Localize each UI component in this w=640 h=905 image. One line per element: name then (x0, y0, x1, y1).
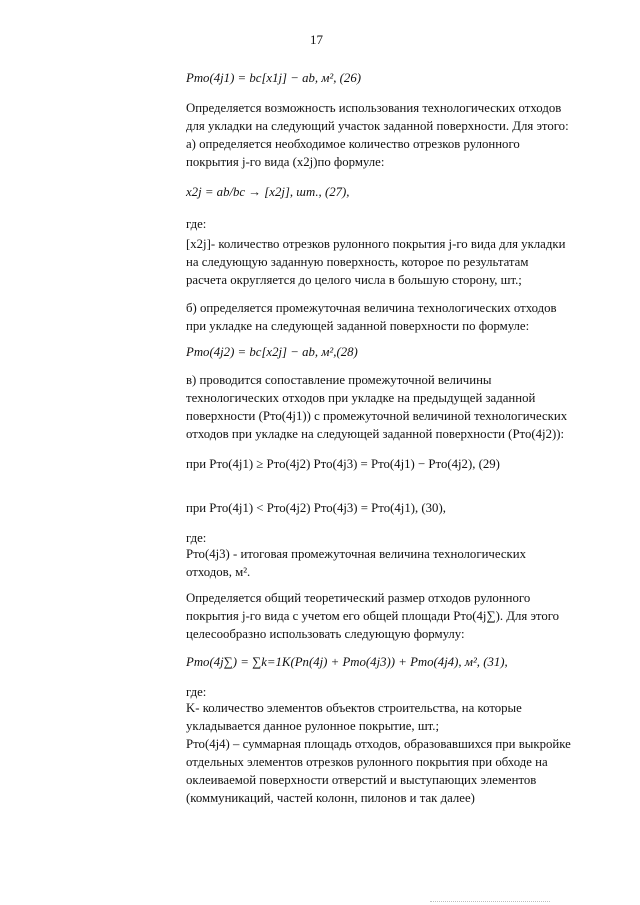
text-line: отдельных элементов отрезков рулонного покрытия при обходе на (186, 755, 548, 769)
text-line: целесообразно использовать следующую формулу: (186, 627, 465, 641)
text-line: расчета округляется до целого числа в большую сторону, шт.; (186, 273, 522, 287)
text-line: [x2j]- количество отрезков рулонного покрытия j-го вида для укладки (186, 237, 566, 251)
page-number: 17 (310, 32, 323, 47)
text-line: где: (186, 217, 207, 231)
text-line: при укладке на следующей заданной поверхности по формуле: (186, 319, 530, 333)
text-line: отходов, м². (186, 565, 251, 579)
text-line: K- количество элементов объектов строительства, на которые (186, 701, 522, 715)
formula-27: x2j = ab/bc → [x2j], шт., (27), (186, 185, 350, 199)
text-line: Определяется возможность использования технологических отходов (186, 101, 562, 115)
text-line: (коммуникаций, частей колонн, пилонов и так далее) (186, 791, 475, 805)
text-line: отходов при укладке на следующей заданной поверхности (Pто(4j2)): (186, 427, 565, 441)
formula-26: Pто(4j1) = bc[x1j] − ab, м², (26) (186, 71, 361, 85)
text-line: оклеиваемой поверхности отверстий и выступающих элементов (186, 773, 537, 787)
text-line: б) определяется промежуточная величина технологических отходов (186, 301, 557, 315)
text-line: для укладки на следующий участок заданной поверхности. Для этого: (186, 119, 569, 133)
text-line: в) проводится сопоставление промежуточной величины (186, 373, 492, 387)
text-line: Определяется общий теоретический размер отходов рулонного (186, 591, 531, 605)
text-line: технологических отходов при укладке на предыдущей заданной (186, 391, 536, 405)
formula-31: Pто(4j∑) = ∑k=1K(Pп(4j) + Pто(4j3)) + Pто(4j4), м², (31), (186, 655, 508, 669)
formula-30: при Pто(4j1) < Pто(4j2) Pто(4j3) = Pто(4j1), (30), (186, 501, 446, 515)
text-line: покрытия j-го вида (x2j)по формуле: (186, 155, 385, 169)
text-line: Pто(4j4) – суммарная площадь отходов, образовавшихся при выкройке (186, 737, 571, 751)
text-line: где: (186, 531, 207, 545)
text-line: покрытия j-го вида с учетом его общей площади Pто(4j∑). Для этого (186, 609, 560, 623)
formula-28: Pто(4j2) = bc[x2j] − ab, м²,(28) (186, 345, 358, 359)
formula-29: при Pто(4j1) ≥ Pто(4j2) Pто(4j3) = Pто(4j1) − Pто(4j2), (29) (186, 457, 500, 471)
text-line: на следующую заданную поверхность, которое по результатам (186, 255, 529, 269)
text-line: где: (186, 685, 207, 699)
text-line: укладывается данное рулонное покрытие, шт.; (186, 719, 440, 733)
text-line: Pто(4j3) - итоговая промежуточная величина технологических (186, 547, 527, 561)
text-line: а) определяется необходимое количество отрезков рулонного (186, 137, 520, 151)
scan-artifact (430, 895, 550, 902)
text-line: поверхности (Pто(4j1)) с промежуточной величиной технологических (186, 409, 568, 423)
